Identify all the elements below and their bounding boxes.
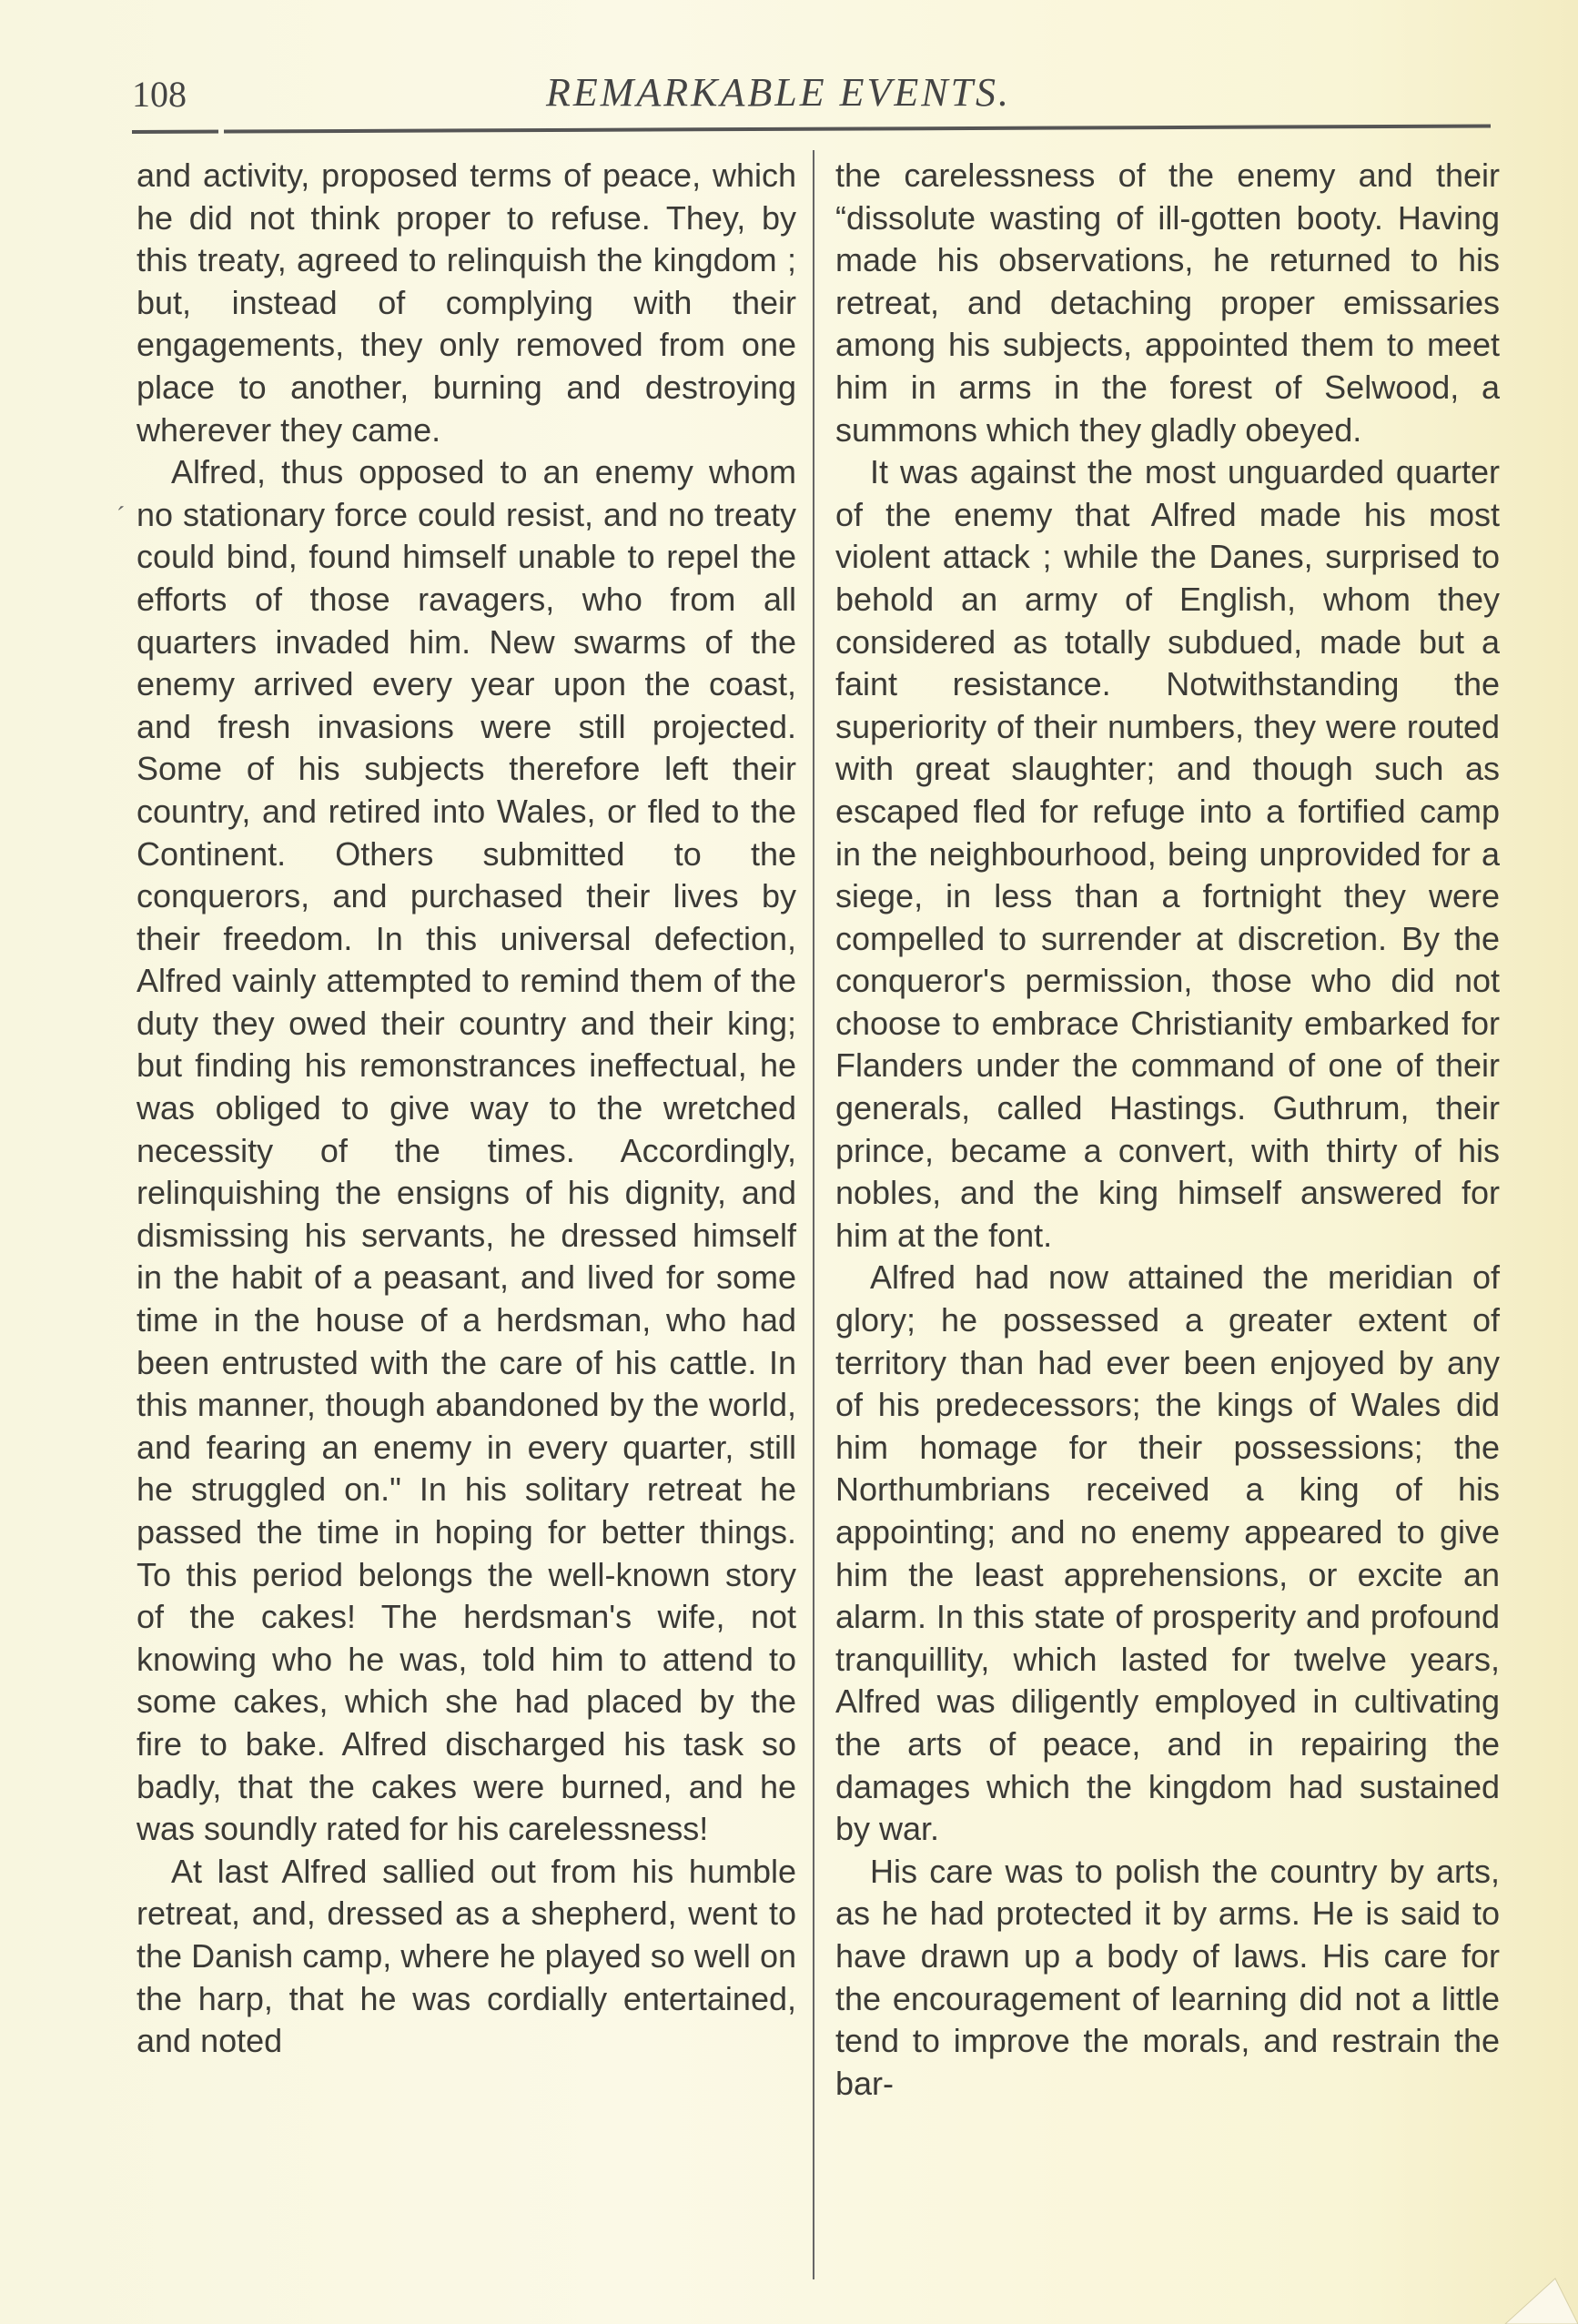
paragraph: Alfred had now attained the meridian of glory; he possessed a greater extent of territory than had ever been enjoyed by any of his predecessors; the kings of Wales did him homage for their possessions; the Northumbrians received a king of his appointing; and no enemy appeared to give him the least apprehensions, or excite an alarm. In this state of prosperity and profound tranquillity, which lasted for twelve years, Alfred was diligently employed in cultivating the arts of peace, and in repairing the damages which the kingdom had sustained by war.	[835, 1258, 1500, 1848]
paragraph: Alfred, thus opposed to an enemy whom no stationary force could resist, and no treaty could bind, found himself unable to repel the efforts of those ravagers, who from all quarters invaded him. New swarms of the enemy arrived every year upon the coast, and fresh invasions were still projected. Some of his subjects therefore left their country, and retired into Wales, or fled to the Continent. Others submitted to the conquerors, and purchased their lives by their freedom. In this universal defection, Alfred vainly attempted to remind them of the duty they owed their country and their king; but finding his remonstrances ineffectual, he was obliged to give way to the wretched necessity of the times. Accordingly, relinquishing the ensigns of his dignity, and dismissing his servants, he dressed himself in the habit of a peasant, and lived for some time in the house of a herdsman, who had been entrusted with the care of his cattle. In this manner, though abandoned by the world, and fearing an enemy in every quarter, still he struggled on." In his solitary retreat he passed the time in hoping for better things. To this period belongs the well-known story of the cakes! The herdsman's wife, not knowing who he was, told him to attend to some cakes, which she had placed by the fire to bake. Alfred discharged his task so badly, that the cakes were burned, and he was soundly rated for his carelessness!	[137, 453, 796, 1848]
paragraph: His care was to polish the country by arts, as he had protected it by arms. He is said to have drawn up a body of laws. His care for the encouragement of learning did not a little tend to improve the morals, and restrain the bar-	[835, 1852, 1500, 2102]
header-rule	[132, 124, 1491, 134]
margin-mark: ˊ	[116, 502, 126, 530]
paragraph: and activity, proposed terms of peace, which he did not think proper to refuse. They, by this treaty, agreed to relinquish the kingdom ; but, instead of complying with their engagements, they only removed from one place to another, burning and destroying wherever they came.	[137, 157, 796, 449]
header-rule-break	[218, 127, 224, 136]
running-title: REMARKABLE EVENTS.	[546, 70, 1012, 115]
paragraph: the carelessness of the enemy and their “dissolute wasting of ill-gotten booty. Having made his observations, he returned to his retreat, and detaching proper emissaries among his subjects, appointed them to meet him in arms in the forest of Selwood, a summons which they gladly obeyed.	[835, 157, 1500, 449]
page-number: 108	[132, 74, 187, 115]
right-column	[835, 155, 1500, 2105]
paragraph: At last Alfred sallied out from his humble retreat, and, dressed as a shepherd, went to the Danish camp, where he played so well on the harp, that he was cordially entertained, and noted	[137, 1852, 796, 2060]
page-curl-icon	[1478, 2242, 1578, 2324]
page-header	[0, 62, 1578, 116]
paragraph: It was against the most unguarded quarter of the enemy that Alfred made his most violent attack ; while the Danes, surprised to behold an army of English, whom they considered as totally subdued, made but a faint resistance. Notwithstanding the superiority of their numbers, they were routed with great slaughter; and though such as escaped fled for refuge into a fortified camp in the neighbourhood, being unprovided for a siege, in less than a fortnight they were compelled to surrender at discretion. By the conqueror's permission, those who did not choose to embrace Christianity embarked for Flanders under the command of one of their generals, called Hastings. Guthrum, their prince, became a convert, with thirty of his nobles, and the king himself answered for him at the font.	[835, 453, 1500, 1254]
column-divider	[813, 150, 814, 2279]
left-column	[137, 155, 796, 2063]
